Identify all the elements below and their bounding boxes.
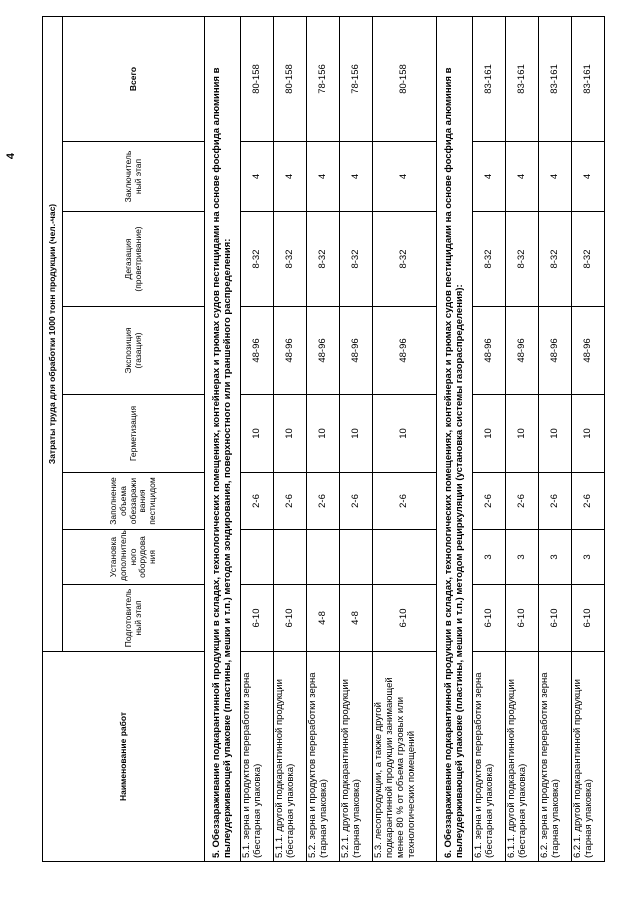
row-value-8: 83-161 — [572, 17, 605, 142]
row-value-2 — [307, 530, 340, 585]
header-col-4: Герметизация — [63, 395, 205, 473]
row-value-5: 48-96 — [274, 307, 307, 395]
table-row — [241, 17, 274, 862]
row-value-4: 10 — [241, 395, 274, 473]
row-value-5: 48-96 — [373, 307, 437, 395]
row-value-6: 8-32 — [473, 212, 506, 307]
row-value-8: 83-161 — [539, 17, 572, 142]
header-col-3: Заполнение объема обеззаражи вания пестицидом — [63, 473, 205, 530]
header-col-1: Подготовитель ный этап — [63, 585, 205, 652]
row-value-8: 80-158 — [241, 17, 274, 142]
row-value-7: 4 — [572, 142, 605, 212]
section-row — [437, 17, 473, 862]
table-row — [473, 17, 506, 862]
row-value-1: 6-10 — [274, 585, 307, 652]
row-value-4: 10 — [506, 395, 539, 473]
section-title: 6. Обеззараживание подкарантинной продукции в складах, технологических помещениях, контейнерах и трюмах судов пестицидами на основе фосфида алюминия в пылеудерживающей упаковке (пластины, мешки и т.п.) методом рециркуляции (установка системы газораспределения): — [437, 17, 473, 862]
row-value-5: 48-96 — [539, 307, 572, 395]
row-value-7: 4 — [539, 142, 572, 212]
row-name: 5.2. зерна и продуктов переработки зерна (тарная упаковка) — [307, 652, 340, 862]
row-value-3: 2-6 — [307, 473, 340, 530]
row-value-6: 8-32 — [539, 212, 572, 307]
row-value-2 — [340, 530, 373, 585]
row-value-4: 10 — [572, 395, 605, 473]
row-name: 6.2. зерна и продуктов переработки зерна (тарная упаковка) — [539, 652, 572, 862]
row-value-5: 48-96 — [241, 307, 274, 395]
row-name: 5.1.1. другой подкарантинной продукции (бестарная упаковка) — [274, 652, 307, 862]
row-value-5: 48-96 — [307, 307, 340, 395]
row-value-6: 8-32 — [373, 212, 437, 307]
row-value-6: 8-32 — [506, 212, 539, 307]
row-value-5: 48-96 — [572, 307, 605, 395]
section-title: 5. Обеззараживание подкарантинной продукции в складах, технологических помещениях, контейнерах и трюмах судов пестицидами на основе фосфида алюминия в пылеудерживающей упаковке (пластины, мешки и т.п.) методом зондирования, поверхностного или траншейного распределения: — [205, 17, 241, 862]
page-number: 4 — [5, 152, 17, 160]
header-col-7: Заключитель ный этап — [63, 142, 205, 212]
row-value-4: 10 — [340, 395, 373, 473]
row-value-8: 78-156 — [307, 17, 340, 142]
row-value-4: 10 — [307, 395, 340, 473]
row-name: 6.1.1. другой подкарантинной продукции (бестарная упаковка) — [506, 652, 539, 862]
row-value-3: 2-6 — [506, 473, 539, 530]
header-col-8: Всего — [63, 17, 205, 142]
row-value-1: 4-8 — [340, 585, 373, 652]
section-row — [205, 17, 241, 862]
rotated-table-sheet — [42, 17, 594, 862]
row-value-2: 3 — [506, 530, 539, 585]
row-value-6: 8-32 — [274, 212, 307, 307]
row-value-8: 80-158 — [373, 17, 437, 142]
row-value-3: 2-6 — [241, 473, 274, 530]
row-value-7: 4 — [307, 142, 340, 212]
row-value-2 — [274, 530, 307, 585]
row-value-8: 83-161 — [473, 17, 506, 142]
row-value-1: 6-10 — [539, 585, 572, 652]
row-value-6: 8-32 — [340, 212, 373, 307]
row-value-3: 2-6 — [473, 473, 506, 530]
row-name: 5.1. зерна и продуктов переработки зерна (бестарная упаковка) — [241, 652, 274, 862]
table-row — [539, 17, 572, 862]
row-value-3: 2-6 — [340, 473, 373, 530]
table-row — [373, 17, 437, 862]
row-value-1: 6-10 — [241, 585, 274, 652]
table-row — [274, 17, 307, 862]
row-value-3: 2-6 — [274, 473, 307, 530]
row-value-1: 6-10 — [373, 585, 437, 652]
table-row — [340, 17, 373, 862]
row-name: 6.2.1. другой подкарантинной продукции (тарная упаковка) — [572, 652, 605, 862]
header-group: Затраты труда для обработки 1000 тонн продукции (чел.-час) — [43, 17, 63, 652]
row-value-1: 6-10 — [506, 585, 539, 652]
row-value-1: 6-10 — [572, 585, 605, 652]
row-value-6: 8-32 — [307, 212, 340, 307]
row-value-6: 8-32 — [241, 212, 274, 307]
row-value-2: 3 — [473, 530, 506, 585]
row-value-5: 48-96 — [473, 307, 506, 395]
row-value-7: 4 — [340, 142, 373, 212]
labor-cost-table — [42, 16, 605, 862]
row-value-3: 2-6 — [572, 473, 605, 530]
row-value-7: 4 — [473, 142, 506, 212]
row-value-8: 80-158 — [274, 17, 307, 142]
row-name: 5.3. лесопродукции, а также другой подкарантинной продукции занимающей менее 80 % от объема грузовых или технологических помещений — [373, 652, 437, 862]
row-value-8: 83-161 — [506, 17, 539, 142]
table-row — [506, 17, 539, 862]
row-value-1: 6-10 — [473, 585, 506, 652]
row-value-7: 4 — [241, 142, 274, 212]
row-value-3: 2-6 — [539, 473, 572, 530]
row-value-7: 4 — [506, 142, 539, 212]
row-name: 5.2.1. другой подкарантинной продукции (тарная упаковка) — [340, 652, 373, 862]
table-row — [307, 17, 340, 862]
row-value-4: 10 — [473, 395, 506, 473]
row-value-5: 48-96 — [506, 307, 539, 395]
row-value-2 — [373, 530, 437, 585]
row-value-5: 48-96 — [340, 307, 373, 395]
row-value-7: 4 — [373, 142, 437, 212]
row-value-4: 10 — [373, 395, 437, 473]
row-value-2: 3 — [539, 530, 572, 585]
row-value-4: 10 — [539, 395, 572, 473]
row-value-2: 3 — [572, 530, 605, 585]
header-name-col: Наименование работ — [43, 652, 205, 862]
row-value-3: 2-6 — [373, 473, 437, 530]
row-value-6: 8-32 — [572, 212, 605, 307]
header-col-6: Дегазация (проветривание) — [63, 212, 205, 307]
row-value-8: 78-156 — [340, 17, 373, 142]
row-value-2 — [241, 530, 274, 585]
header-col-2: Установка дополнитель ного оборудова ния — [63, 530, 205, 585]
row-name: 6.1. зерна и продуктов переработки зерна (бестарная упаковка) — [473, 652, 506, 862]
header-col-5: Экспозиция (газация) — [63, 307, 205, 395]
table-row — [572, 17, 605, 862]
row-value-1: 4-8 — [307, 585, 340, 652]
row-value-7: 4 — [274, 142, 307, 212]
row-value-4: 10 — [274, 395, 307, 473]
